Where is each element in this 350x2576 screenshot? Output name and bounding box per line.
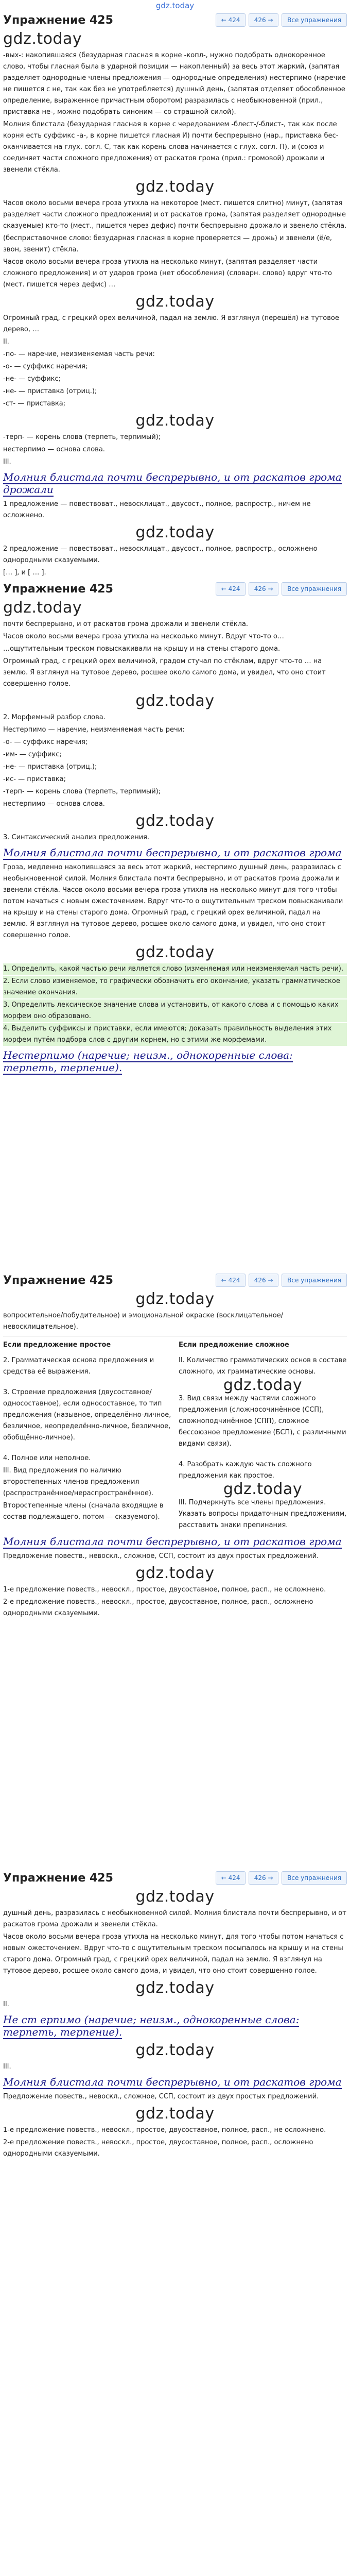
watermark: gdz.today: [135, 1564, 215, 1582]
solution-block-1: [0, 12, 350, 577]
section-label: III.: [3, 2063, 11, 2071]
section-label: 3. Синтаксический анализ предложения.: [3, 834, 150, 841]
paragraph: Часов около восьми вечера гроза утихла на несколько минут. Вдруг что-то о…: [3, 633, 284, 640]
morpheme-line: нестерпимо — основа слова.: [3, 446, 105, 453]
prev-exercise-button[interactable]: ← 424: [216, 1274, 246, 1287]
morpheme-line: -терп- — корень слова (терпеть, терпимый);: [3, 433, 161, 441]
paragraph: 1-е предложение повеств., невоскл., простое, двусоставное, полное, расп., не осложнено.: [3, 2126, 326, 2134]
sentence-scheme: [3, 1535, 347, 1548]
all-exercises-button[interactable]: Все упражнения: [282, 1274, 347, 1287]
paragraph: 1 предложение — повествоват., невосклицат., двусост., полное, распростр., ничем не осложнено.: [3, 500, 311, 519]
paragraph: Часов около восьми вечера гроза утихла на несколько минут, (запятая разделяет части сложного предложения) и от ударов грома (нет обособления) (словарн. слово) вдруг что-то (мест. пишется через дефис) …: [3, 258, 332, 289]
next-exercise-button[interactable]: 426 →: [249, 1274, 278, 1287]
watermark: gdz.today: [135, 2041, 215, 2059]
exercise-title: Упражнение 425: [3, 582, 113, 596]
paragraph: Гроза, медленно накопившаяся за весь этот жаркий, нестерпимо душный день, разразилась с необыкновенной силой. Молния блистала почти беспрерывно, и от раскатов грома дрожали и звенели стёкла. Часов около восьми вечера гроза утихла на несколько минут для того чтобы потом начаться с новым ожесточением. Вдруг что-то о ощутительным треском повыскакивали на крышу и на стены старого дома. Огромный град, с грецкий орех величиной, падал на землю. Я взглянул на тутовое дерево, росшее около самого дома, и увидел, что оно стоит совершенно голое.: [3, 863, 343, 939]
exercise-header: [3, 1273, 347, 1288]
watermark: gdz.today: [3, 30, 82, 48]
morpheme-line: -терп- — корень слова (терпеть, терпимый);: [3, 788, 161, 795]
watermark: gdz.today: [135, 293, 215, 311]
watermark: gdz.today: [3, 599, 82, 617]
table-cell: III. Подчеркнуть все члены предложения. Указать вопросы придаточным предложениям, расставить знаки препинания.: [179, 1499, 347, 1529]
paragraph: (бесприставочное слово: безударная гласная в корне проверяется — дрожь) и звенели (ё/е, звон, звенит) стёкла.: [3, 234, 332, 253]
paragraph: -вых-: накопившаяся (безударная гласная в корне -копл-, нужно подобрать однокоренное слово, чтобы гласная была в ударной позиции — накопленный) за весь этот жаркий, (запятая разделяет однородные члены предложения — однородные определения) нестерпимо (наречие не пишется с не, так как без не употребляется) душный день, (запятая отделяет обособленное определение, выраженное причастным оборотом) разразилась с необыкновенной (прил., приставка не-, можно подобрать синоним — со страшной силой).: [3, 52, 346, 116]
watermark: gdz.today: [135, 1290, 215, 1308]
table-cell: III. Вид предложения по наличию второстепенных членов предложения (распространённое/нераспространённое).: [3, 1467, 154, 1497]
watermark: gdz.today: [135, 523, 215, 541]
paragraph: 1-е предложение повеств., невоскл., простое, двусоставное, полное, расп., не осложнено.: [3, 1586, 326, 1594]
site-header-logo[interactable]: gdz.today: [155, 1, 195, 10]
paragraph: Нестерпимо — наречие, неизменяемая часть речи:: [3, 726, 185, 734]
all-exercises-button[interactable]: Все упражнения: [282, 13, 347, 27]
paragraph: Часов около восьми вечера гроза утихла на некоторое (мест. пишется слитно) минут, (запятая разделяет части сложного предложения) и от раскатов грома, (запятая разделяет однородные сказуемые) кто-то (мест., пишется через дефис) почти беспрерывно дрожало и звенело стёкла.: [3, 199, 347, 230]
watermark: gdz.today: [135, 692, 215, 710]
paragraph: 2-е предложение повеств., невоскл., простое, двусоставное, полное, расп., осложнено однородными сказуемыми.: [3, 1598, 313, 1617]
section-label: II.: [3, 338, 9, 346]
table-cell: 4. Полное или неполное.: [3, 1454, 91, 1462]
morpheme-line: -о- — суффикс наречия;: [3, 738, 88, 746]
paragraph: почти беспрерывно, и от раскатов грома дрожали и звенели стёкла.: [3, 620, 249, 628]
scheme-text: Не ст ерпимо (наречие; неизм., однокоренные слова: терпеть, терпение).: [3, 2013, 300, 2038]
exercise-header: [3, 581, 347, 597]
sentence-scheme: [3, 2076, 347, 2088]
exercise-nav: [216, 1274, 347, 1287]
highlighted-step: 1. Определить, какой частью речи является слово (изменяемая или неизменяемая часть речи).: [3, 963, 347, 975]
watermark: gdz.today: [135, 943, 215, 961]
exercise-header: [3, 1870, 347, 1886]
sentence-scheme: [3, 846, 347, 859]
paragraph: вопросительное/побудительное) и эмоциональной окраске (восклицательное/невосклицательное).: [3, 1312, 284, 1331]
paragraph: 2 предложение — повествоват., невосклицат., двусост., полное, распростр., осложнено однородными сказуемыми.: [3, 545, 318, 564]
highlighted-step: 2. Если слово изменяемое, то графически обозначить его окончание, указать грамматическое значение окончания.: [3, 976, 347, 998]
scheme-text: Молния блистала почти беспрерывно, и от раскатов грома дрожали: [3, 471, 342, 496]
morpheme-line: -ст- — приставка;: [3, 400, 66, 408]
morpheme-line: нестерпимо — основа слова.: [3, 800, 105, 808]
table-cell: Второстепенные члены (сначала входящие в состав подлежащего, потом — сказуемого).: [3, 1502, 164, 1521]
next-exercise-button[interactable]: 426 →: [249, 582, 278, 596]
table-cell: 4. Разобрать каждую часть сложного предложения как простое.: [179, 1461, 312, 1480]
table-cell: 2. Грамматическая основа предложения и средства её выражения.: [3, 1357, 154, 1376]
table-cell: II. Количество грамматических основ в составе сложного, их грамматические основы.: [179, 1357, 347, 1376]
scheme-text: Молния блистала почти беспрерывно, и от раскатов грома: [3, 1535, 342, 1548]
watermark: gdz.today: [135, 1979, 215, 1997]
highlighted-step: 4. Выделить суффиксы и приставки, если имеются; доказать правильность выделения этих морфем путём подбора слов с другим корнем, но с этими же морфемами.: [3, 1023, 347, 1046]
all-exercises-button[interactable]: Все упражнения: [282, 1871, 347, 1885]
sentence-scheme: [3, 471, 347, 496]
next-exercise-button[interactable]: 426 →: [249, 1871, 278, 1885]
exercise-nav: [216, 582, 347, 596]
table-cell: 3. Строение предложения (двусоставное/односоставное), если односоставное, то тип предложения (назывное, определённо-личное, безличное, неопределённо-личное, безличное, обобщённо-личное).: [3, 1388, 171, 1442]
watermark: gdz.today: [135, 412, 215, 430]
watermark: gdz.today: [135, 2105, 215, 2123]
morpheme-line: -ис- — приставка;: [3, 775, 66, 783]
simple-sentence-column: [3, 1340, 171, 1532]
word-scheme: [3, 1049, 347, 1074]
complex-sentence-column: [179, 1340, 347, 1532]
column-header: Если предложение сложное: [179, 1341, 289, 1349]
paragraph: Предложение повеств., невоскл., сложное, ССП, состоит из двух простых предложений.: [3, 1552, 319, 1560]
watermark: gdz.today: [223, 1376, 303, 1394]
section-label: II.: [3, 2001, 9, 2008]
watermark: gdz.today: [135, 1888, 215, 1906]
prev-exercise-button[interactable]: ← 424: [216, 582, 246, 596]
all-exercises-button[interactable]: Все упражнения: [282, 582, 347, 596]
scheme-text: Молния блистала почти беспрерывно, и от раскатов грома: [3, 2076, 342, 2088]
paragraph: Молния блистала (безударная гласная в корне с чередованием -блест-/-блист-, так как после корня есть суффикс -а-, в корне пишется гласная И) почти беспрерывно (нар., приставка бес- оканчивается на глух. согл. С, так как корень слова начинается с глух. согл. П), и (союз и соединяет части сложного предложения) от раскатов грома (прил.: громовой) дрожали и звенели стёкла.: [3, 121, 339, 174]
paragraph: Часов около восьми вечера гроза утихла на несколько минут, для того чтобы потом начаться с новым ожесточением. Вдруг что-то с ощутительным треском посыпалось на крышу и на стены старого дома. Огромный град, с грецкий орех величиной, падал на землю. Я взглянул на тутовое дерево, росшее около самого дома, и увидел, что оно стоит совершенно голое.: [3, 1933, 344, 1975]
exercise-header: [3, 12, 347, 28]
highlighted-step: 3. Определить лексическое значение слова и установить, от какого слова и с помощью каких морфем оно образовано.: [3, 999, 347, 1022]
morpheme-line: -им- — суффикс;: [3, 751, 62, 758]
morpheme-line: -о- — суффикс наречия;: [3, 363, 88, 370]
analysis-table: [3, 1340, 347, 1532]
solution-block-4: [0, 1870, 350, 2576]
section-label: III.: [3, 458, 11, 466]
exercise-title: Упражнение 425: [3, 1871, 113, 1885]
paragraph: Огромный град, с грецкий орех величиной, падал на землю. Я взглянул (перешёл) на тутовое дерево, …: [3, 314, 339, 333]
paragraph: душный день, разразилась с необыкновенной силой. Молния блистала почти беспрерывно, и от раскатов грома дрожали и звенели стёкла.: [3, 1909, 346, 1928]
section-label: 2. Морфемный разбор слова.: [3, 714, 106, 721]
paragraph: …ощутительным треском повыскакивали на крышу и на стены старого дома.: [3, 645, 281, 653]
solution-block-2: [0, 581, 350, 1256]
morpheme-line: -не- — приставка (отриц.);: [3, 387, 97, 395]
watermark: gdz.today: [223, 1480, 303, 1498]
table-cell: 3. Вид связи между частями сложного предложения (сложносочинённое (ССП), сложноподчинённое (СПП), сложное бессоюзное предложение (БСП), с различными видами связи).: [179, 1395, 346, 1448]
scheme-text: Молния блистала почти беспрерывно, и от раскатов грома: [3, 846, 342, 859]
scheme-text: Нестерпимо (наречие; неизм., однокоренные слова: терпеть, терпение).: [3, 1049, 293, 1074]
solution-block-3: [0, 1273, 350, 1855]
exercise-title: Упражнение 425: [3, 13, 113, 27]
watermark: gdz.today: [135, 812, 215, 830]
paragraph: Огромный град, с грецкий орех величиной, градом стучал по стёклам, вдруг что-то … на землю. Я взглянул на тутовое дерево, росшее около самого дома, и увидел, что оно стоит совершенно голое.: [3, 657, 326, 688]
exercise-title: Упражнение 425: [3, 1274, 113, 1287]
exercise-nav: [216, 13, 347, 27]
morpheme-line: -не- — приставка (отриц.);: [3, 763, 97, 771]
morpheme-line: -не- — суффикс;: [3, 375, 61, 383]
prev-exercise-button[interactable]: ← 424: [216, 13, 246, 27]
formula: [… ], и [ … ].: [3, 569, 46, 577]
prev-exercise-button[interactable]: ← 424: [216, 1871, 246, 1885]
watermark: gdz.today: [135, 178, 215, 196]
word-scheme: [3, 2013, 347, 2038]
paragraph: Предложение повеств., невоскл., сложное, ССП, состоит из двух простых предложений.: [3, 2093, 319, 2100]
exercise-nav: [216, 1871, 347, 1885]
column-header: Если предложение простое: [3, 1341, 111, 1349]
paragraph: -по- — наречие, неизменяемая часть речи:: [3, 350, 155, 358]
paragraph: 2-е предложение повеств., невоскл., простое, двусоставное, полное, расп., осложнено однородными сказуемыми.: [3, 2139, 313, 2158]
next-exercise-button[interactable]: 426 →: [249, 13, 278, 27]
